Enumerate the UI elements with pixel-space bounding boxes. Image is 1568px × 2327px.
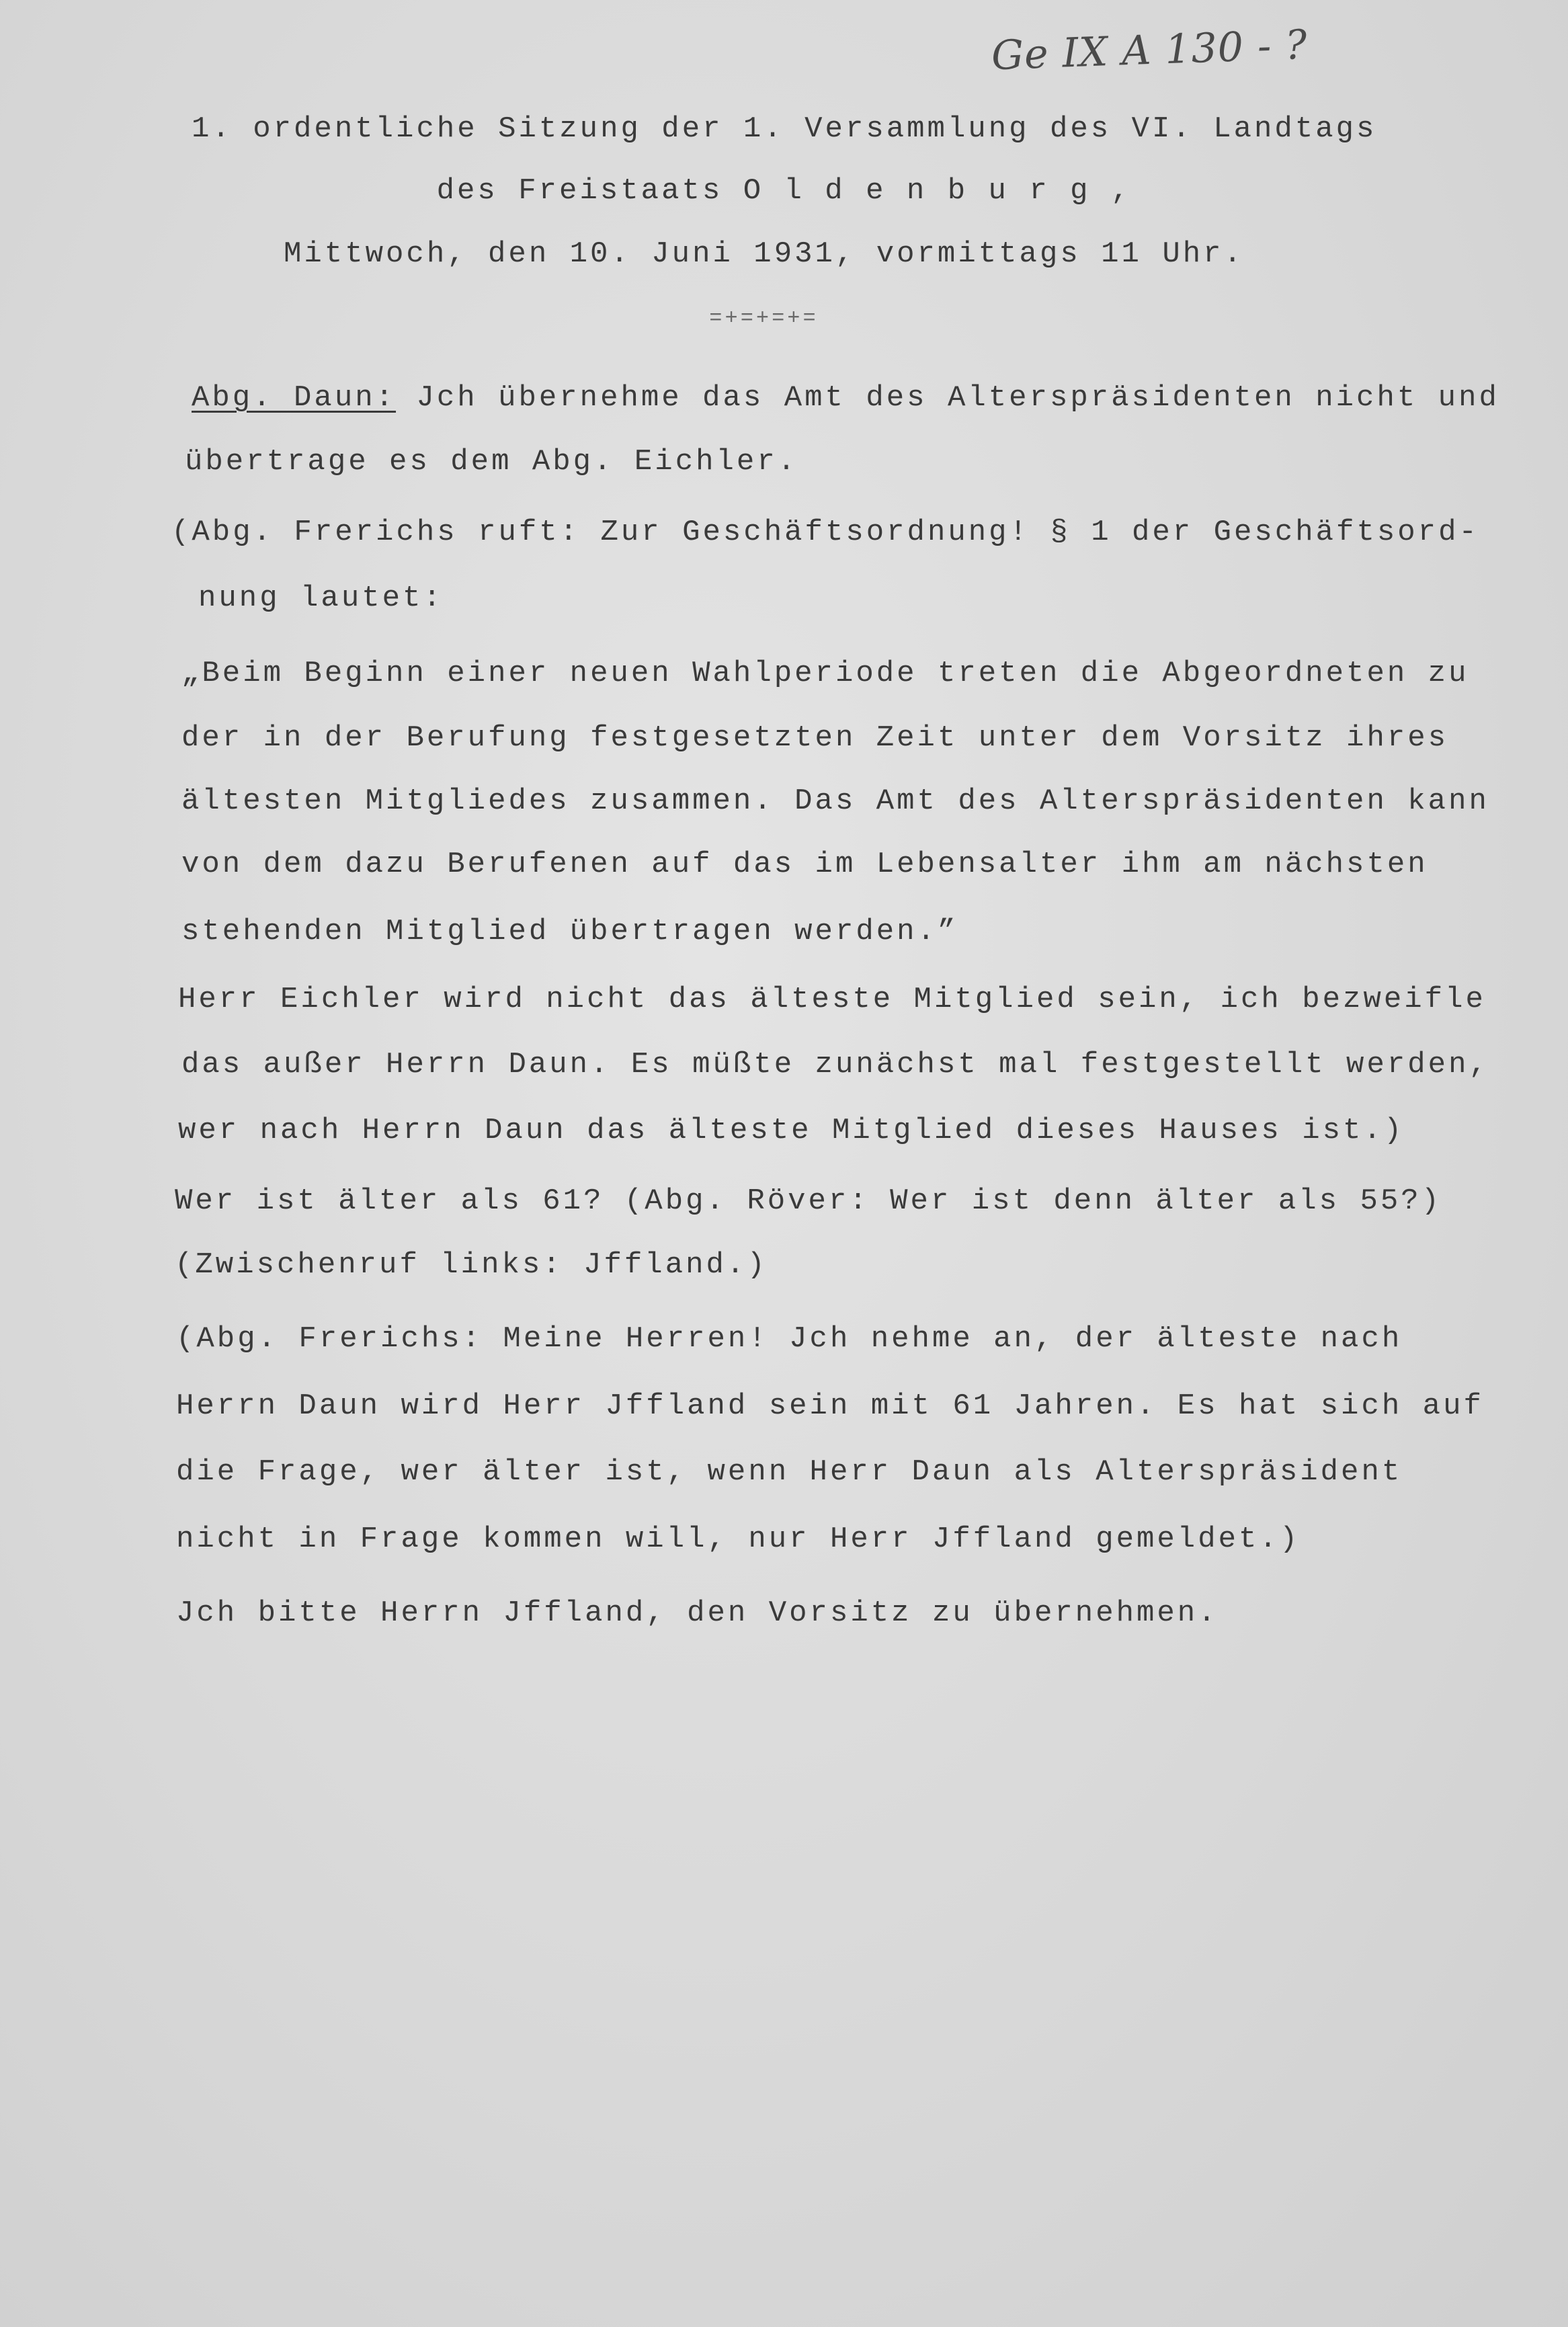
- speech-daun-line-1: [192, 383, 1499, 413]
- header-line-3: Mittwoch, den 10. Juni 1931, vormittags 11 Uhr.: [283, 237, 1244, 271]
- speech-daun-line-2: übertrage es dem Abg. Eichler.: [185, 445, 798, 479]
- header-separator: =+=+=+=: [709, 306, 819, 331]
- interjection-frerichs-2-line-2: Herrn Daun wird Herr Jffland sein mit 61 Jahren. Es hat sich auf: [176, 1389, 1484, 1423]
- quoted-rule-line-4: von dem dazu Berufenen auf das im Lebensalter ihm am nächsten: [181, 848, 1428, 881]
- interjection-frerichs-line-1: (Abg. Frerichs ruft: Zur Geschäftsordnung! § 1 der Geschäftsord-: [171, 516, 1479, 549]
- interjection-frerichs-line-8: Herr Eichler wird nicht das älteste Mitglied sein, ich bezweifle: [178, 983, 1486, 1016]
- interjection-frerichs-line-9: das außer Herrn Daun. Es müßte zunächst mal festgestellt werden,: [181, 1048, 1489, 1081]
- quoted-rule-line-3: ältesten Mitgliedes zusammen. Das Amt des Alterspräsidenten kann: [181, 784, 1489, 818]
- interjection-frerichs-2-line-1: (Abg. Frerichs: Meine Herren! Jch nehme an, der älteste nach: [176, 1322, 1403, 1356]
- header-line-1: 1. ordentliche Sitzung der 1. Versammlung des VI. Landtags: [192, 112, 1377, 146]
- archive-signature-handwritten: Ge IX A 130 - ?: [990, 21, 1309, 80]
- interjection-frerichs-line-10: wer nach Herrn Daun das älteste Mitglied dieses Hauses ist.): [178, 1114, 1405, 1147]
- exchange-line-1: Wer ist älter als 61? (Abg. Röver: Wer ist denn älter als 55?): [175, 1184, 1442, 1218]
- quoted-rule-line-5: stehenden Mitglied übertragen werden.”: [181, 915, 958, 948]
- quoted-rule-line-1: „Beim Beginn einer neuen Wahlperiode treten die Abgeordneten zu: [181, 657, 1469, 690]
- interjection-frerichs-line-2: nung lautet:: [198, 581, 444, 615]
- quoted-rule-line-2: der in der Berufung festgesetzten Zeit unter dem Vorsitz ihres: [181, 721, 1449, 755]
- interjection-frerichs-2-line-3: die Frage, wer älter ist, wenn Herr Daun als Alterspräsident: [176, 1455, 1403, 1489]
- closing-line: Jch bitte Herrn Jffland, den Vorsitz zu übernehmen.: [176, 1596, 1219, 1630]
- speech-daun-text: Jch übernehme das Amt des Alterspräsidenten nicht und: [396, 381, 1499, 415]
- speaker-label: Abg. Daun:: [192, 381, 397, 415]
- header-line-2: des Freistaats O l d e n b u r g ,: [436, 174, 1132, 208]
- interjection-frerichs-2-line-4: nicht in Frage kommen will, nur Herr Jffland gemeldet.): [176, 1522, 1301, 1556]
- exchange-line-2: (Zwischenruf links: Jffland.): [175, 1248, 768, 1282]
